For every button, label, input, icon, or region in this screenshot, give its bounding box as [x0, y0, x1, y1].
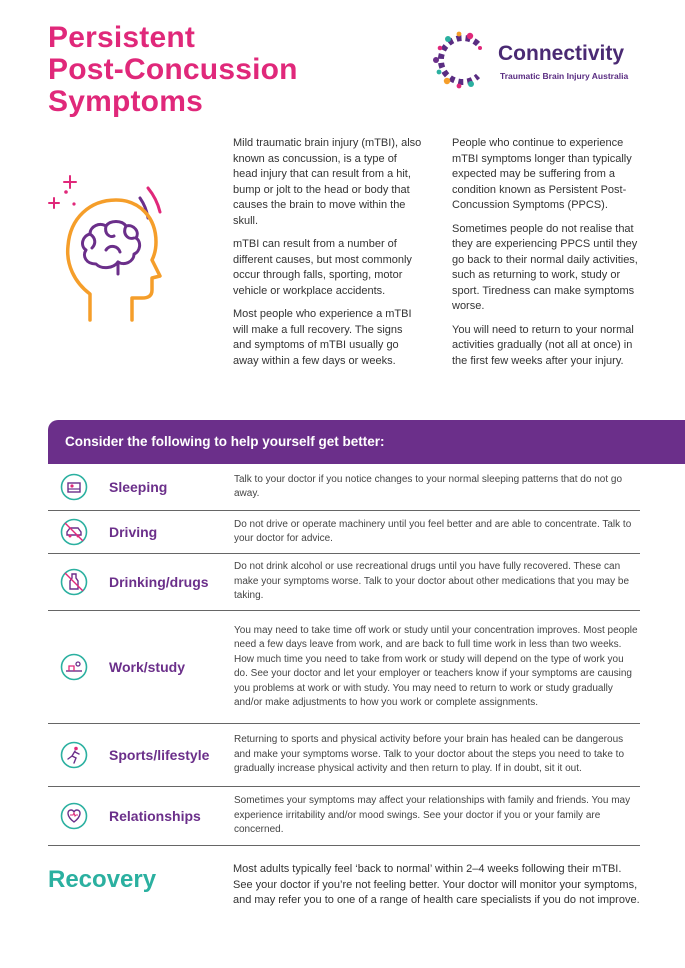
intro-paragraph: Sometimes people do not realise that they are experiencing PPCS until they go back to their normal daily activities, such as returning to work, study or sport. Tiredness can make symptoms worse.: [452, 222, 638, 312]
consider-heading: Consider the following to help yourself get better:: [65, 434, 385, 449]
consider-banner: [48, 420, 685, 464]
intro-column-2: [452, 136, 644, 377]
title-line-2: Post-Concussion: [48, 53, 298, 86]
title-line-3: Symptoms: [48, 85, 203, 118]
title-line-1: Persistent: [48, 21, 196, 54]
advice-row-work-study: [48, 611, 640, 724]
advice-table: [48, 464, 640, 846]
intro-paragraph: Mild traumatic brain injury (mTBI), also known as concussion, is a type of head injury that can result from a hit, bump or jolt to the head or body that causes the brain to move within the skull.: [233, 137, 422, 227]
car-icon: [60, 518, 88, 546]
head-brain-icon: [44, 172, 174, 322]
row-text: Returning to sports and physical activity before your brain has healed can be dangerous and make your symptoms worse. Talk to your doctor about the steps you need to take to gradually increase physical activity and then return to play. If in doubt, sit it out.: [234, 734, 625, 775]
row-label: Drinking/drugs: [109, 574, 209, 590]
intro-paragraph: People who continue to experience mTBI symptoms longer than typically expected may be suffering from a condition known as Persistent Post-Concussion Symptoms (PPCS).: [452, 137, 632, 211]
row-label: Sports/lifestyle: [109, 747, 210, 763]
advice-row-sleeping: [48, 464, 640, 511]
row-label: Sleeping: [109, 479, 168, 495]
row-text: Talk to your doctor if you notice changes to your normal sleeping patterns that do not go away.: [234, 473, 623, 499]
advice-row-relationships: [48, 787, 640, 846]
row-label: Driving: [109, 524, 158, 540]
row-text: You may need to take time off work or study until your concentration improves. Most people need a few days leave from work, and are back to full time work in less than two weeks. How much time you need to take from work or study will depend on the type of work you do. See your doctor and let your employer or teachers know if your symptoms are causing you problems at work or with study. You may need to return to work or study gradually and/or make adjustments to how you work or complete assignments.: [234, 624, 638, 708]
recovery-heading: Recovery: [48, 866, 157, 893]
heart-icon: [60, 802, 88, 830]
logo-subtitle: Traumatic Brain Injury Australia: [500, 71, 629, 81]
intro-column-1: [233, 136, 423, 377]
row-text: Sometimes your symptoms may affect your relationships with family and friends. You may experience irritability and/or mood swings. See your doctor if you or your family are concerned.: [234, 795, 631, 836]
advice-row-drinking-drugs: [48, 554, 640, 611]
row-label: Relationships: [109, 808, 201, 824]
intro-paragraph: mTBI can result from a number of different causes, but most commonly occur through falls, sporting, motor vehicle or workplace accidents.: [233, 238, 412, 297]
logo-name: Connectivity: [498, 42, 625, 65]
work-icon: [60, 653, 88, 681]
row-text: Do not drink alcohol or use recreational drugs until you have fully recovered. These can make your symptoms worse. Talk to your doctor about other medications that you may be taking.: [234, 561, 629, 602]
advice-row-driving: [48, 511, 640, 554]
sleep-icon: [60, 473, 88, 501]
page-title: [48, 22, 298, 118]
connectivity-logo: [432, 30, 662, 90]
advice-row-sports-lifestyle: [48, 724, 640, 787]
intro-paragraph: You will need to return to your normal activities gradually (not all at once) in the first few weeks after your injury.: [452, 323, 634, 367]
connectivity-logo-icon: [432, 30, 494, 90]
intro-paragraph: Most people who experience a mTBI will make a full recovery. The signs and symptoms of mTBI usually go away within a few days or weeks.: [233, 308, 412, 367]
row-label: Work/study: [109, 659, 185, 675]
recovery-text: Most adults typically feel ‘back to normal’ within 2–4 weeks following their mTBI. See your doctor if you’re not feeling better. Your doctor will monitor your symptoms, and may refer you to one of a range of health care specialists if you do not improve.: [233, 863, 640, 906]
row-text: Do not drive or operate machinery until you feel better and are able to concentrate. Talk to your doctor for advice.: [234, 518, 632, 544]
runner-icon: [60, 741, 88, 769]
bottle-icon: [60, 568, 88, 596]
